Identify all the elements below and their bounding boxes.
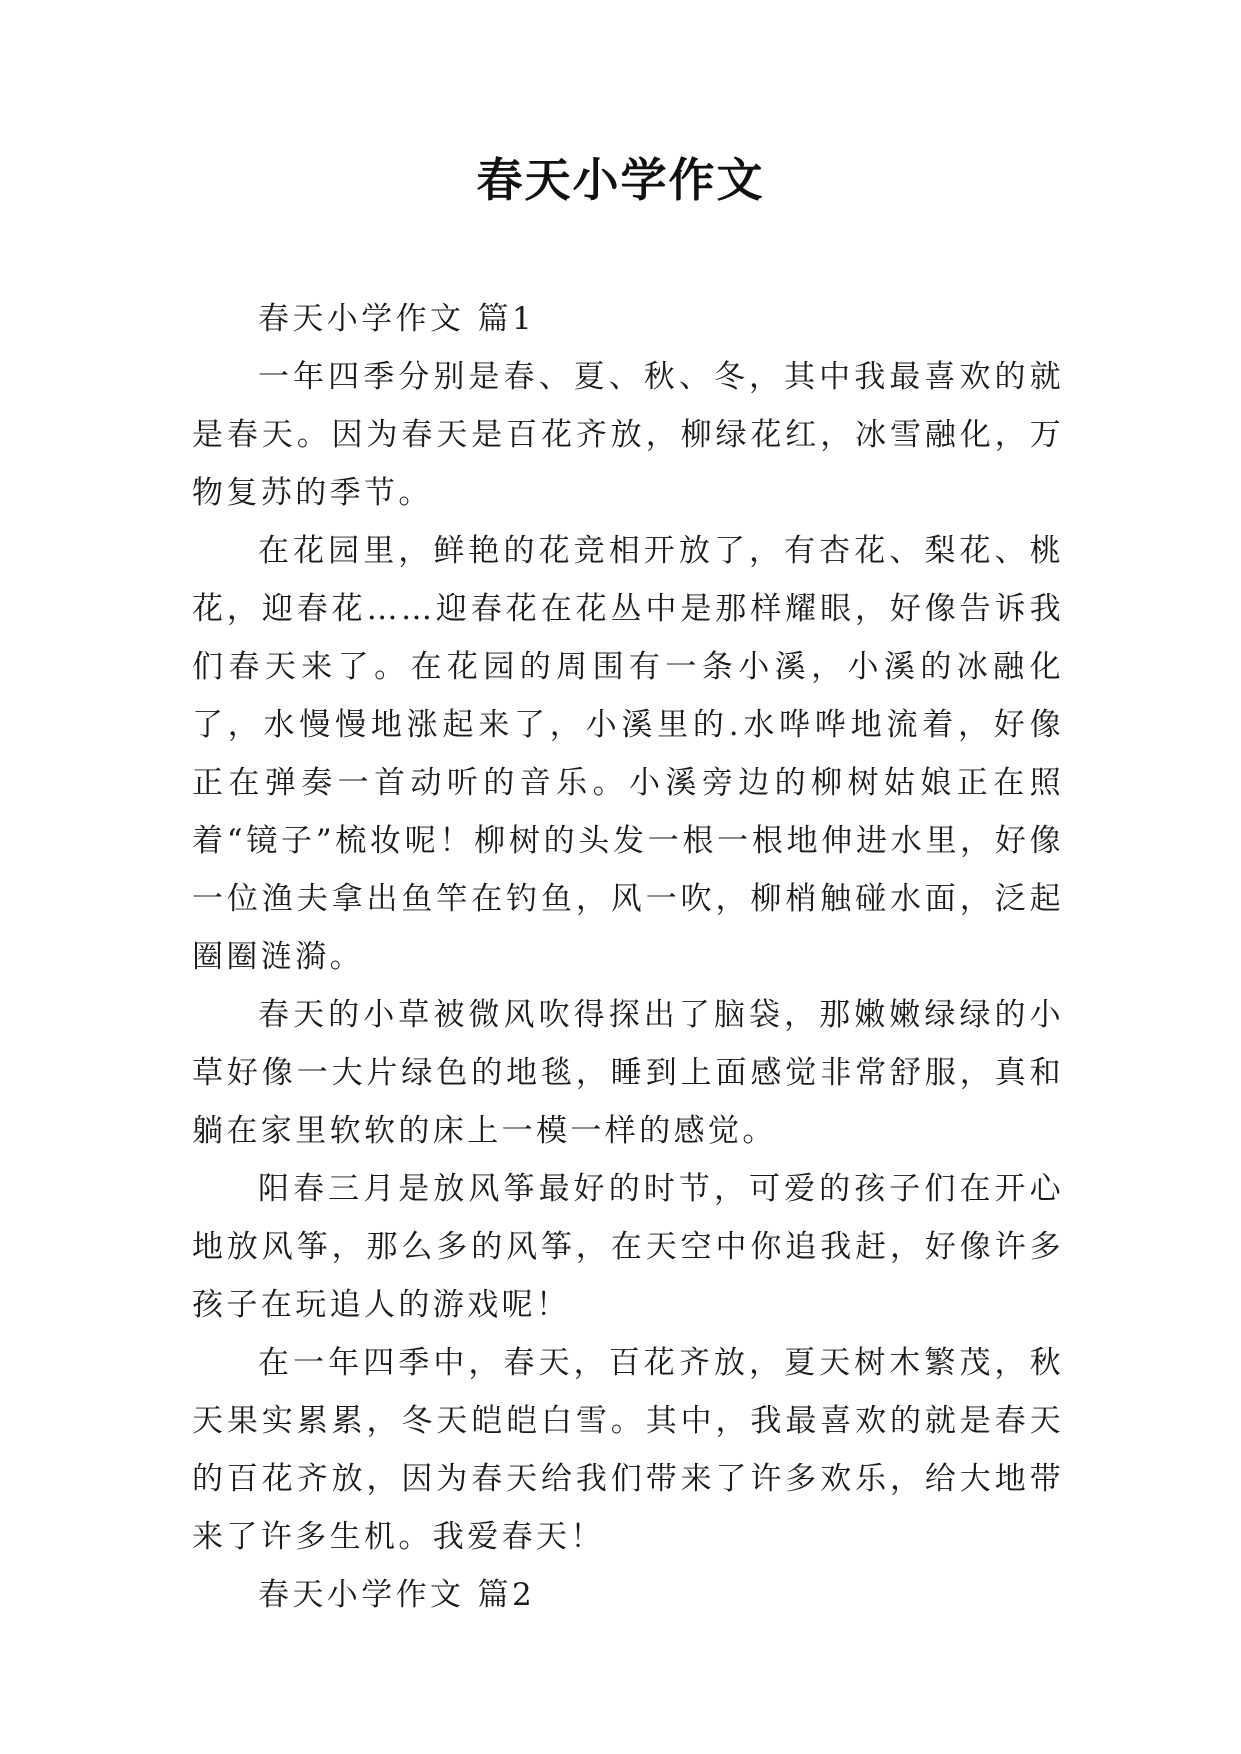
document-title: 春天小学作文 [476,153,765,207]
paragraph: 春天的小草被微风吹得探出了脑袋，那嫩嫩绿绿的小草好像一大片绿色的地毯，睡到上面感觉非常舒服，真和躺在家里软软的床上一模一样的感觉。 [192,997,1064,1149]
paragraph: 阳春三月是放风筝最好的时节，可爱的孩子们在开心地放风筝，那么多的风筝，在天空中你追我赶，好像许多孩子在玩追人的游戏呢！ [192,1171,1064,1323]
section-heading-2: 春天小学作文 篇2 [258,1577,536,1613]
paragraph: 在花园里，鲜艳的花竞相开放了，有杏花、梨花、桃花，迎春花……迎春花在花丛中是那样耀眼，好像告诉我们春天来了。在花园的周围有一条小溪，小溪的冰融化了，水慢慢地涨起来了，小溪里的.水哗哗地流着，好像正在弹奏一首动听的音乐。小溪旁边的柳树姑娘正在照着“镜子”梳妆呢！柳树的头发一根一根地伸进水里，好像一位渔夫拿出鱼竿在钓鱼，风一吹，柳梢触碰水面，泛起圈圈涟漪。 [192,533,1064,975]
document-body [192,290,1064,1624]
paragraph: 在一年四季中，春天，百花齐放，夏天树木繁茂，秋天果实累累，冬天皑皑白雪。其中，我最喜欢的就是春天的百花齐放，因为春天给我们带来了许多欢乐，给大地带来了许多生机。我爱春天！ [192,1345,1064,1555]
section-heading-1: 春天小学作文 篇1 [258,301,536,337]
paragraph: 一年四季分别是春、夏、秋、冬，其中我最喜欢的就是春天。因为春天是百花齐放，柳绿花红，冰雪融化，万物复苏的季节。 [192,359,1064,511]
